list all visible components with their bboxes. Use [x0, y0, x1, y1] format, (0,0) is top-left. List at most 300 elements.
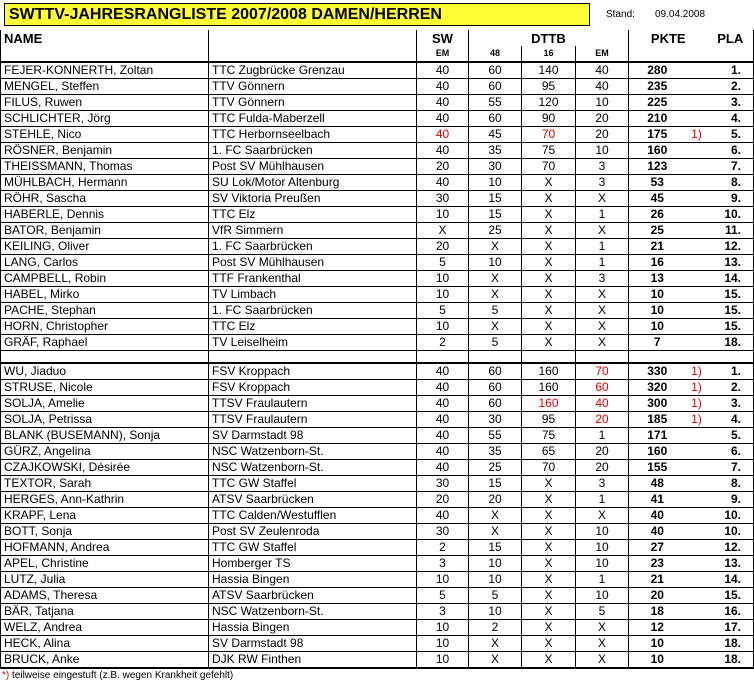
sw-points: 30 [417, 476, 469, 492]
dttb-em-points: X [576, 287, 629, 303]
player-name: HABERLE, Dennis [1, 207, 209, 223]
placement: 10. [708, 207, 754, 223]
dttb-em-points: 5 [576, 604, 629, 620]
dttb-em-points: 10 [576, 95, 629, 111]
dttb-48-points: X [469, 319, 522, 335]
dttb-16-points: X [522, 223, 576, 239]
dttb-48-points: 60 [469, 79, 522, 95]
table-row [1, 143, 754, 159]
player-name: BRUCK, Anke [1, 652, 209, 669]
dttb-48-points: 35 [469, 143, 522, 159]
dttb-48-points: 60 [469, 62, 522, 79]
club-name: TTC Zugbrücke Grenzau [209, 62, 417, 79]
club-name: Post SV Zeulenroda [209, 524, 417, 540]
separator-cell [522, 351, 576, 364]
total-points: 16 [629, 255, 686, 271]
dttb-16-points: 95 [522, 79, 576, 95]
dttb-em-points: 60 [576, 380, 629, 396]
header-row-2 [1, 46, 754, 62]
club-name: Post SV Mühlhausen [209, 159, 417, 175]
dttb-em-points: 3 [576, 159, 629, 175]
sw-points: 20 [417, 492, 469, 508]
footnote-ref [686, 604, 708, 620]
sw-points: 40 [417, 127, 469, 143]
dttb-16-points: X [522, 572, 576, 588]
placement: 5. [708, 127, 754, 143]
footnote-ref [686, 319, 708, 335]
subheader-empty [708, 46, 754, 62]
table-row [1, 223, 754, 239]
placement: 7. [708, 159, 754, 175]
dttb-em-points: 1 [576, 255, 629, 271]
footnote-ref [686, 572, 708, 588]
table-row [1, 556, 754, 572]
table-row [1, 396, 754, 412]
dttb-16-points: X [522, 239, 576, 255]
total-points: 26 [629, 207, 686, 223]
total-points: 12 [629, 620, 686, 636]
dttb-48-points: 25 [469, 223, 522, 239]
sw-points: 40 [417, 95, 469, 111]
table-row [1, 255, 754, 271]
club-name: TV Limbach [209, 287, 417, 303]
placement: 6. [708, 143, 754, 159]
player-name: KRAPF, Lena [1, 508, 209, 524]
placement: 15. [708, 287, 754, 303]
player-name: LANG, Carlos [1, 255, 209, 271]
footnote-ref [686, 492, 708, 508]
placement: 6. [708, 444, 754, 460]
placement: 13. [708, 556, 754, 572]
placement: 11. [708, 223, 754, 239]
total-points: 210 [629, 111, 686, 127]
player-name: PACHE, Stephan [1, 303, 209, 319]
dttb-48-points: 15 [469, 540, 522, 556]
player-name: HECK, Alina [1, 636, 209, 652]
dttb-16-points: 90 [522, 111, 576, 127]
player-name: MÜHLBACH, Hermann [1, 175, 209, 191]
sw-points: 40 [417, 79, 469, 95]
dttb-em-points: X [576, 508, 629, 524]
sw-points: 40 [417, 444, 469, 460]
player-name: BÄR, Tatjana [1, 604, 209, 620]
dttb-48-points: 60 [469, 380, 522, 396]
sw-points: 10 [417, 319, 469, 335]
footnote-ref: 1) [686, 127, 708, 143]
dttb-16-points: X [522, 636, 576, 652]
footnote-ref [686, 524, 708, 540]
player-name: SCHLICHTER, Jörg [1, 111, 209, 127]
dttb-16-points: X [522, 508, 576, 524]
dttb-16-points: 75 [522, 428, 576, 444]
footnote-ref [686, 556, 708, 572]
player-name: GRÄF, Raphael [1, 335, 209, 351]
table-row [1, 111, 754, 127]
dttb-48-points: 30 [469, 159, 522, 175]
club-name: TTV Gönnern [209, 79, 417, 95]
dttb-48-points: X [469, 524, 522, 540]
table-row [1, 127, 754, 143]
table-row [1, 540, 754, 556]
dttb-em-points: 1 [576, 239, 629, 255]
dttb-16-points: 140 [522, 62, 576, 79]
dttb-48-points: 55 [469, 428, 522, 444]
club-name: FSV Kroppach [209, 380, 417, 396]
dttb-em-points: 1 [576, 428, 629, 444]
sw-points: 30 [417, 524, 469, 540]
player-name: BLANK (BUSEMANN), Sonja [1, 428, 209, 444]
table-row [1, 428, 754, 444]
separator-cell [629, 351, 686, 364]
table-row [1, 303, 754, 319]
dttb-em-points: 10 [576, 143, 629, 159]
table-row [1, 380, 754, 396]
dttb-48-points: X [469, 508, 522, 524]
placement: 2. [708, 380, 754, 396]
sw-points: 10 [417, 271, 469, 287]
player-name: HERGES, Ann-Kathrin [1, 492, 209, 508]
table-row [1, 191, 754, 207]
placement: 17. [708, 620, 754, 636]
dttb-16-points: X [522, 271, 576, 287]
footnote [2, 670, 233, 681]
club-name: Hassia Bingen [209, 620, 417, 636]
total-points: 10 [629, 303, 686, 319]
subheader-empty [209, 46, 417, 62]
club-name: TTC Calden/Westufflen [209, 508, 417, 524]
dttb-em-points: X [576, 652, 629, 669]
dttb-48-points: 15 [469, 476, 522, 492]
dttb-16-points: X [522, 588, 576, 604]
footnote-ref [686, 111, 708, 127]
placement: 14. [708, 572, 754, 588]
footnote-ref [686, 143, 708, 159]
col-club-header [209, 30, 417, 46]
total-points: 10 [629, 287, 686, 303]
dttb-em-points: 10 [576, 524, 629, 540]
total-points: 21 [629, 239, 686, 255]
dttb-em-points: X [576, 335, 629, 351]
dttb-em-points: X [576, 303, 629, 319]
dttb-em-points: X [576, 636, 629, 652]
player-name: CZAJKOWSKI, Désirée [1, 460, 209, 476]
sw-points: 40 [417, 380, 469, 396]
player-name: KEILING, Oliver [1, 239, 209, 255]
sw-points: 40 [417, 428, 469, 444]
total-points: 155 [629, 460, 686, 476]
sw-points: 10 [417, 620, 469, 636]
sw-points: 40 [417, 363, 469, 380]
dttb-16-points: 160 [522, 396, 576, 412]
table-row [1, 79, 754, 95]
player-name: TEXTOR, Sarah [1, 476, 209, 492]
player-name: BOTT, Sonja [1, 524, 209, 540]
sw-points: 3 [417, 604, 469, 620]
sw-points: 2 [417, 335, 469, 351]
player-name: HABEL, Mirko [1, 287, 209, 303]
footnote-ref [686, 444, 708, 460]
club-name: FSV Kroppach [209, 363, 417, 380]
dttb-16-points: X [522, 620, 576, 636]
club-name: 1. FC Saarbrücken [209, 303, 417, 319]
sw-points: 10 [417, 207, 469, 223]
total-points: 13 [629, 271, 686, 287]
footnote-ref [686, 620, 708, 636]
club-name: VfR Simmern [209, 223, 417, 239]
sw-points: 40 [417, 460, 469, 476]
player-name: SOLJA, Petrissa [1, 412, 209, 428]
club-name: SV Darmstadt 98 [209, 428, 417, 444]
total-points: 41 [629, 492, 686, 508]
col-pla-header: PLA [708, 30, 754, 46]
total-points: 175 [629, 127, 686, 143]
dttb-em-points: 1 [576, 207, 629, 223]
dttb-em-points: 20 [576, 127, 629, 143]
dttb-48-points: 60 [469, 396, 522, 412]
player-name: HOFMANN, Andrea [1, 540, 209, 556]
dttb-16-points: X [522, 556, 576, 572]
placement: 12. [708, 239, 754, 255]
club-name: NSC Watzenborn-St. [209, 444, 417, 460]
dttb-16-points: X [522, 175, 576, 191]
placement: 1. [708, 62, 754, 79]
dttb-em-points: 3 [576, 476, 629, 492]
footnote-ref [686, 159, 708, 175]
dttb-16-points: X [522, 652, 576, 669]
club-name: Post SV Mühlhausen [209, 255, 417, 271]
sw-points: 40 [417, 508, 469, 524]
placement: 5. [708, 428, 754, 444]
placement: 16. [708, 604, 754, 620]
dttb-48-points: 10 [469, 175, 522, 191]
dttb-48-points: 10 [469, 255, 522, 271]
separator-cell [686, 351, 708, 364]
stand-label: Stand: [606, 9, 635, 20]
placement: 8. [708, 476, 754, 492]
dttb-16-points: X [522, 319, 576, 335]
placement: 15. [708, 588, 754, 604]
dttb-48-points: 10 [469, 556, 522, 572]
placement: 9. [708, 492, 754, 508]
player-name: GÜRZ, Angelina [1, 444, 209, 460]
dttb-16-points: 75 [522, 143, 576, 159]
club-name: 1. FC Saarbrücken [209, 239, 417, 255]
total-points: 10 [629, 319, 686, 335]
placement: 10. [708, 508, 754, 524]
total-points: 280 [629, 62, 686, 79]
sw-points: 40 [417, 412, 469, 428]
footnote-ref [686, 175, 708, 191]
separator-cell [209, 351, 417, 364]
col-pkte-header: PKTE [629, 30, 708, 46]
col-name-header: NAME [1, 30, 209, 46]
total-points: 300 [629, 396, 686, 412]
dttb-em-points: 20 [576, 111, 629, 127]
dttb-48-points: 15 [469, 207, 522, 223]
total-points: 123 [629, 159, 686, 175]
placement: 2. [708, 79, 754, 95]
sw-points: 10 [417, 636, 469, 652]
dttb-em-points: 20 [576, 460, 629, 476]
dttb-48-points: 45 [469, 127, 522, 143]
dttb-em-points: 1 [576, 492, 629, 508]
sw-points: 40 [417, 62, 469, 79]
player-name: FEJER-KONNERTH, Zoltan [1, 62, 209, 79]
separator-cell [417, 351, 469, 364]
col-dttb-header: DTTB [469, 30, 629, 46]
dttb-em-points: 1 [576, 572, 629, 588]
table-row [1, 524, 754, 540]
club-name: TTC GW Staffel [209, 476, 417, 492]
table-row [1, 159, 754, 175]
table-row [1, 412, 754, 428]
placement: 10. [708, 524, 754, 540]
player-name: RÖHR, Sascha [1, 191, 209, 207]
club-name: TTF Frankenthal [209, 271, 417, 287]
sw-points: X [417, 223, 469, 239]
dttb-16-points: 65 [522, 444, 576, 460]
footnote-ref [686, 636, 708, 652]
placement: 1. [708, 363, 754, 380]
separator-cell [708, 351, 754, 364]
footnote-ref: 1) [686, 363, 708, 380]
player-name: WU, Jiaduo [1, 363, 209, 380]
footnote-ref [686, 508, 708, 524]
separator-cell [1, 351, 209, 364]
dttb-em-points: 20 [576, 444, 629, 460]
subheader-empty [629, 46, 708, 62]
club-name: DJK RW Finthen [209, 652, 417, 669]
dttb-16-points: X [522, 540, 576, 556]
table-row [1, 363, 754, 380]
sw-points: 40 [417, 143, 469, 159]
dttb-48-points: 10 [469, 604, 522, 620]
dttb-em-points: X [576, 191, 629, 207]
club-name: TV Leiselheim [209, 335, 417, 351]
placement: 12. [708, 540, 754, 556]
dttb-48-points: X [469, 636, 522, 652]
sw-points: 40 [417, 396, 469, 412]
table-row [1, 271, 754, 287]
footnote-ref [686, 79, 708, 95]
dttb-16-points: 70 [522, 127, 576, 143]
dttb-16-points: X [522, 191, 576, 207]
footnote-ref [686, 207, 708, 223]
sw-points: 40 [417, 175, 469, 191]
table-row [1, 604, 754, 620]
stand-date: 09.04.2008 [655, 9, 706, 20]
total-points: 18 [629, 604, 686, 620]
club-name: Hassia Bingen [209, 572, 417, 588]
dttb-16-points: X [522, 476, 576, 492]
player-name: FILUS, Ruwen [1, 95, 209, 111]
player-name: WELZ, Andrea [1, 620, 209, 636]
sw-points: 40 [417, 111, 469, 127]
table-row [1, 460, 754, 476]
dttb-em-points: 40 [576, 396, 629, 412]
dttb-16-points: 120 [522, 95, 576, 111]
total-points: 320 [629, 380, 686, 396]
total-points: 20 [629, 588, 686, 604]
total-points: 23 [629, 556, 686, 572]
dttb-48-points: X [469, 287, 522, 303]
player-name: RÖSNER, Benjamin [1, 143, 209, 159]
player-name: MENGEL, Steffen [1, 79, 209, 95]
player-name: SOLJA, Amelie [1, 396, 209, 412]
placement: 15. [708, 303, 754, 319]
placement: 18. [708, 335, 754, 351]
dttb-16-points: X [522, 303, 576, 319]
placement: 4. [708, 111, 754, 127]
dttb-16-points: X [522, 335, 576, 351]
footnote-ref: 1) [686, 412, 708, 428]
total-points: 48 [629, 476, 686, 492]
placement: 14. [708, 271, 754, 287]
total-points: 330 [629, 363, 686, 380]
total-points: 7 [629, 335, 686, 351]
club-name: SU Lok/Motor Altenburg [209, 175, 417, 191]
club-name: TTSV Fraulautern [209, 412, 417, 428]
sw-points: 10 [417, 652, 469, 669]
dttb-em-points: 3 [576, 271, 629, 287]
total-points: 185 [629, 412, 686, 428]
player-name: LUTZ, Julia [1, 572, 209, 588]
club-name: Homberger TS [209, 556, 417, 572]
dttb-48-points: 60 [469, 111, 522, 127]
total-points: 45 [629, 191, 686, 207]
sw-points: 20 [417, 159, 469, 175]
dttb-16-points: 160 [522, 380, 576, 396]
dttb-em-points: 10 [576, 556, 629, 572]
placement: 18. [708, 652, 754, 669]
dttb-48-points: 2 [469, 620, 522, 636]
sw-points: 3 [417, 556, 469, 572]
footnote-mark: *) [2, 670, 10, 681]
table-row [1, 62, 754, 79]
club-name: TTC Fulda-Maberzell [209, 111, 417, 127]
placement: 15. [708, 319, 754, 335]
table-row [1, 287, 754, 303]
dttb-48-points: X [469, 652, 522, 669]
dttb-em-points: 20 [576, 412, 629, 428]
table-row [1, 444, 754, 460]
total-points: 171 [629, 428, 686, 444]
dttb-16-points: X [522, 255, 576, 271]
club-name: SV Darmstadt 98 [209, 636, 417, 652]
player-name: STEHLE, Nico [1, 127, 209, 143]
footnote-text: teilweise eingestuft (z.B. wegen Krankheit gefehlt) [9, 670, 234, 681]
player-name: THEISSMANN, Thomas [1, 159, 209, 175]
placement: 3. [708, 396, 754, 412]
footnote-ref [686, 239, 708, 255]
total-points: 10 [629, 652, 686, 669]
player-name: APEL, Christine [1, 556, 209, 572]
sw-points: 2 [417, 540, 469, 556]
dttb-48-points: 20 [469, 492, 522, 508]
col-sw-header: SW [417, 30, 469, 46]
dttb-em-points: 10 [576, 588, 629, 604]
sw-points: 30 [417, 191, 469, 207]
footnote-ref [686, 303, 708, 319]
dttb-16-points: X [522, 524, 576, 540]
footnote-ref: 1) [686, 396, 708, 412]
table-row [1, 588, 754, 604]
separator-cell [469, 351, 522, 364]
footnote-ref [686, 223, 708, 239]
separator-cell [576, 351, 629, 364]
footnote-ref [686, 335, 708, 351]
dttb-48-points: 55 [469, 95, 522, 111]
